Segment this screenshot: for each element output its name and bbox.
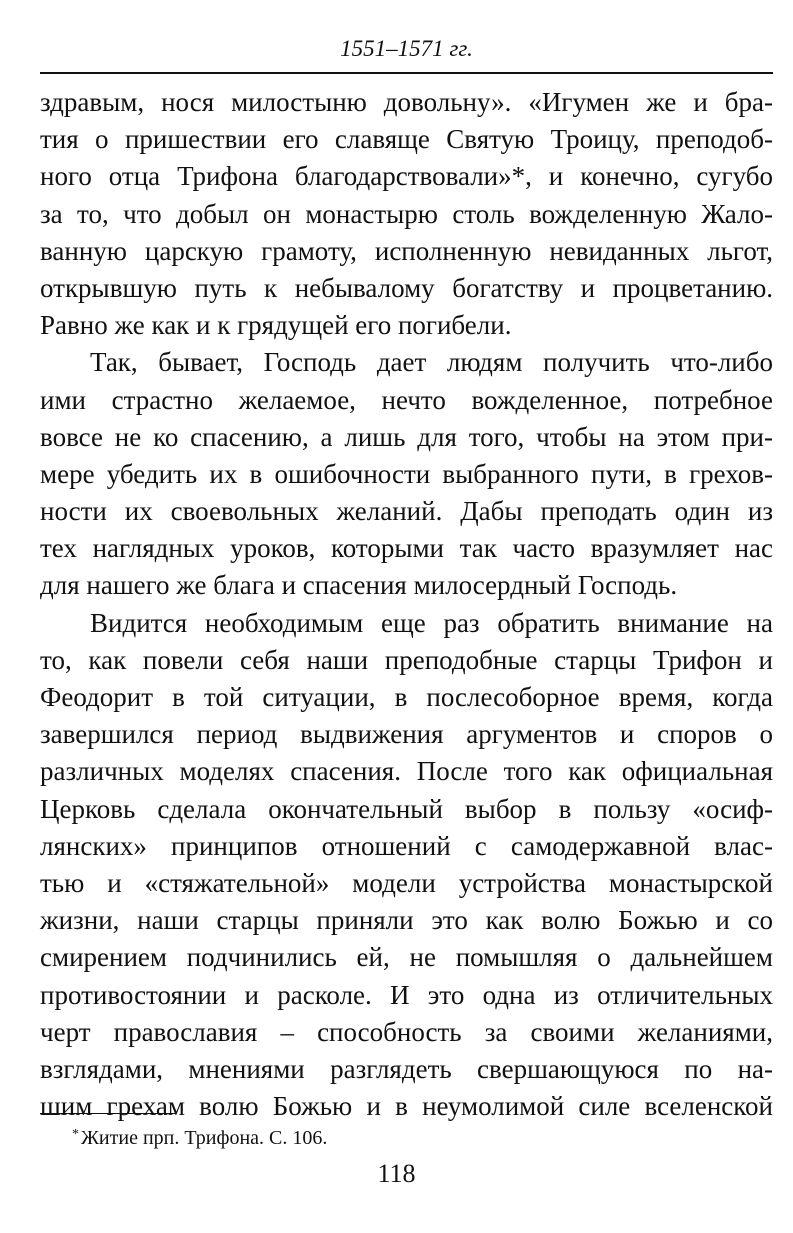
text-line: смирением подчинились ей, не помышляя о дальнейшем [40,942,773,973]
footnote-text: Житие прп. Трифона. С. 106. [81,1127,328,1149]
text-line: открывшую путь к небывалому богатству и процветанию. [40,272,773,303]
text-line: для нашего же блага и спасения милосердный Господь. [40,570,678,601]
text-line: вовсе не ко спасению, а лишь для того, чтобы на этом при- [40,421,773,452]
text-line: ванную царскую грамоту, исполненную невиданных льгот, [40,235,773,266]
text-line: различных моделях спасения. После того как официальная [40,756,773,787]
footnote-mark: * [72,1127,79,1142]
text-line: ности их своевольных желаний. Дабы преподать один из [40,496,773,527]
text-line: черт православия – способность за своими желаниями, [40,1016,773,1047]
text-line: то, как повели себя наши преподобные старцы Трифон и [40,644,773,675]
text-line: завершился период выдвижения аргументов и споров о [40,719,773,750]
text-line: ими страстно желаемое, нечто вожделенное, потребное [40,384,773,415]
text-line: здравым, нося милостыню довольну». «Игумен же и бра- [40,87,773,117]
header-divider [40,72,773,74]
text-line: за то, что добыл он монастырю столь вожделенную Жало- [40,198,773,229]
text-line: тех наглядных уроков, которыми так часто вразумляет нас [40,533,773,564]
page-number: 118 [377,1159,416,1188]
text-line: мере убедить их в ошибочности выбранного пути, в грехов- [40,458,773,489]
running-header: 1551–1571 гг. [340,36,473,61]
text-line: тия о пришествии его славяще Святую Троицу, преподоб- [40,124,773,155]
text-line: шим грехам волю Божью и в неумолимой силе вселенской [40,1091,773,1122]
text-line: Так, бывает, Господь дает людям получить что-либо [90,347,773,378]
text-line: лянских» принципов отношений с самодержавной влас- [40,830,773,861]
text-line: Видится необходимым еще раз обратить внимание на [90,607,773,638]
text-line: противостоянии и расколе. И это одна из отличительных [40,979,773,1010]
text-line: ного отца Трифона благодарствовали»*, и конечно, сугубо [40,161,773,192]
text-line: тью и «стяжательной» модели устройства монастырской [40,867,773,898]
text-line: взглядами, мнениями разглядеть свершающуюся по на- [40,1053,773,1084]
text-line: Равно же как и к грядущей его погибели. [40,310,512,341]
footnote-divider [40,1113,175,1114]
text-line: Церковь сделала окончательный выбор в пользу «осиф- [40,793,773,824]
text-line: Феодорит в той ситуации, в послесоборное время, когда [40,682,773,712]
footnote [72,1122,327,1151]
text-line: жизни, наши старцы приняли это как волю Божью и со [40,905,773,936]
body-text [40,84,773,1125]
